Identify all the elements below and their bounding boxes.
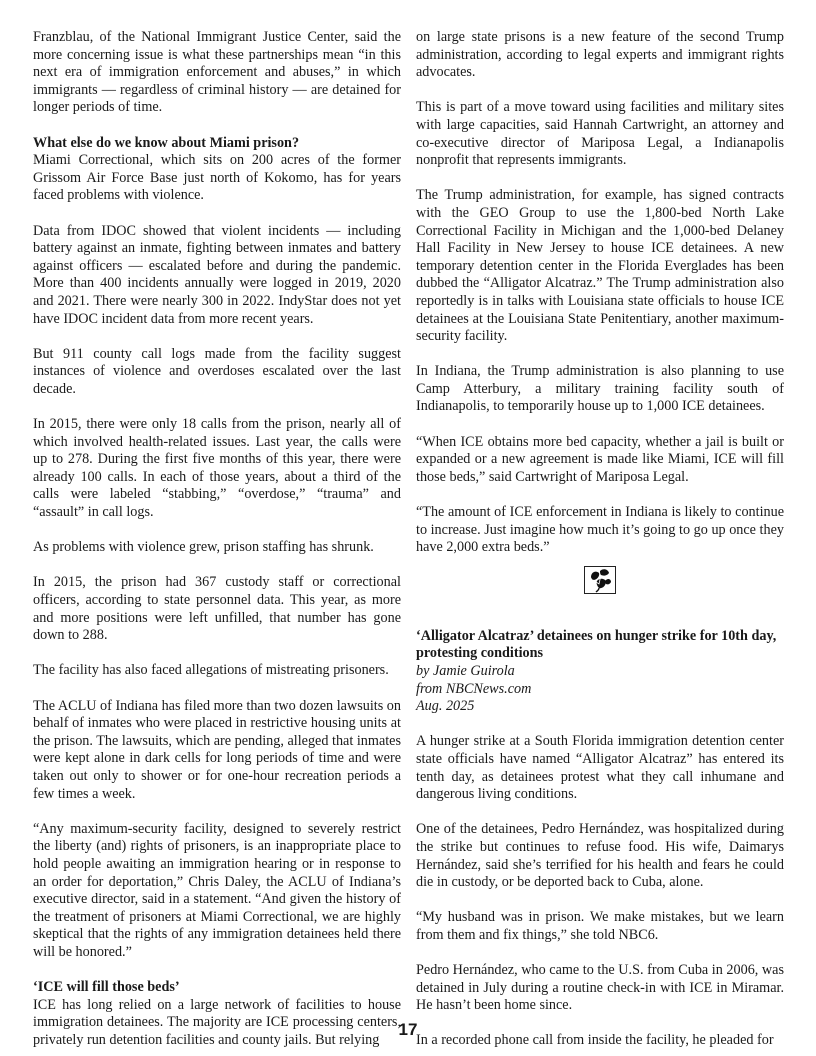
paragraph: Miami Correctional, which sits on 200 acres of the former Grissom Air Force Base just north of Kokomo, has for years faced problems with violence.: [33, 152, 401, 204]
paragraph: on large state prisons is a new feature of the second Trump administration, according to legal experts and immigrant rights advocates.: [416, 29, 784, 81]
paragraph: In 2015, the prison had 367 custody staff or correctional officers, according to state personnel data. This year, as more and more positions were left unfilled, that number has gone down to 288.: [33, 574, 401, 644]
paragraph: Data from IDOC showed that violent incidents — including battery against an inmate, fighting between inmates and battery against officers — escalated before and during the pandemic. More than 400 incidents annually were logged in 2019, 2020 and 2021. There were nearly 300 in 2022. IndyStar does not yet have IDOC incident data from more recent years.: [33, 222, 401, 327]
page-number: 17: [398, 1020, 418, 1039]
paragraph: As problems with violence grew, prison staffing has shrunk.: [33, 539, 374, 556]
right-column: [416, 29, 784, 1056]
paragraph: A hunger strike at a South Florida immigration detention center state officials have named “Alligator Alcatraz” has entered its tenth day, as detainees protest what they call inhumane and dangerous living conditions.: [416, 733, 784, 803]
paragraph: This is part of a move toward using facilities and military sites with large capacities, said Hannah Cartwright, an attorney and co-executive director of Mariposa Legal, a Indianapolis nonprofit that represents immigrants.: [416, 99, 784, 169]
paragraph: ICE has long relied on a large network of facilities to house immigration detainees. The majority are ICE processing centers, privately run detention facilities and county jails. But relying: [33, 996, 401, 1048]
byline-date: Aug. 2025: [416, 698, 475, 715]
paragraph: Franzblau, of the National Immigrant Justice Center, said the more concerning issue is what these partnerships mean “in this next era of immigration enforcement and abuses,” in which immigrants — regardless of criminal history — are detained for longer periods of time.: [33, 29, 401, 116]
byline-source: from NBCNews.com: [416, 680, 532, 697]
section-heading: What else do we know about Miami prison?: [33, 134, 300, 151]
paragraph: “Any maximum-security facility, designed to severely restrict the liberty (and) rights of prisoners, is an inappropriate place to hold people awaiting an immigration hearing or in response to an order for deportation,” Chris Daley, the ACLU of Indiana’s executive director, said in a statement. “And given the history of the treatment of prisoners at Miami Correctional, we are highly skeptical that the rights of any immigration detainees held there will be honored.”: [33, 820, 401, 960]
left-column: [33, 29, 401, 1056]
paragraph: The Trump administration, for example, has signed contracts with the GEO Group to use the 1,800-bed North Lake Correctional Facility in Michigan and the 1,000-bed Delaney Hall Facility in New Jersey to house ICE detainees. A new temporary detention center in the Florida Everglades has been dubbed the “Alligator Alcatraz.” The Trump administration also reportedly is in talks with Louisiana state officials to house ICE detainees at the Louisiana State Penitentiary, another maximum-security facility.: [416, 187, 784, 345]
paragraph: “When ICE obtains more bed capacity, whether a jail is built or expanded or a new agreement is made like Miami, ICE will fill those beds,” said Cartwright of Mariposa Legal.: [416, 433, 784, 485]
paragraph: In 2015, there were only 18 calls from the prison, nearly all of which involved health-related issues. Last year, the calls were up to 278. During the first five months of this year, there were already 100 calls. In each of those years, about a third of the calls were labeled “stabbing,” “overdose,” “trauma” and “assault” in call logs.: [33, 416, 401, 521]
paragraph: The ACLU of Indiana has filed more than two dozen lawsuits on behalf of inmates who were placed in restrictive housing units at the prison. The lawsuits, which are pending, alleged that inmates were kept alone in dark cells for long periods of time and were taken out only to shower or for one-hour recreation periods a few times a week.: [33, 697, 401, 802]
paragraph: In Indiana, the Trump administration is also planning to use Camp Atterbury, a military training facility south of Indianapolis, to temporarily house up to 1,000 ICE detainees.: [416, 363, 784, 415]
paragraph: The facility has also faced allegations of mistreating prisoners.: [33, 662, 389, 679]
article-title: ‘Alligator Alcatraz’ detainees on hunger strike for 10th day, protesting conditions: [416, 627, 777, 662]
paragraph: One of the detainees, Pedro Hernández, was hospitalized during the strike but continues to refuse food. His wife, Daimarys Hernández, said she’s terrified for his health and fears he could die in custody, or be deported back to Cuba, alone.: [416, 821, 784, 891]
byline-author: by Jamie Guirola: [416, 663, 515, 679]
section-heading: ‘ICE will fill those beds’: [33, 979, 180, 996]
paragraph: In a recorded phone call from inside the facility, he pleaded for: [416, 1032, 774, 1049]
paragraph: But 911 county call logs made from the facility suggest instances of violence and overdoses escalated over the last decade.: [33, 345, 401, 397]
leaf-cluster-icon: [584, 566, 616, 594]
paragraph: “My husband was in prison. We make mistakes, but we learn from them and fix things,” she told NBC6.: [416, 909, 784, 943]
paragraph: Pedro Hernández, who came to the U.S. from Cuba in 2006, was detained in July during a routine check-in with ICE in Miramar. He hasn’t been home since.: [416, 962, 784, 1014]
paragraph: “The amount of ICE enforcement in Indiana is likely to continue to increase. Just imagine how much it’s going to go up once they have 2,000 extra beds.”: [416, 504, 784, 556]
